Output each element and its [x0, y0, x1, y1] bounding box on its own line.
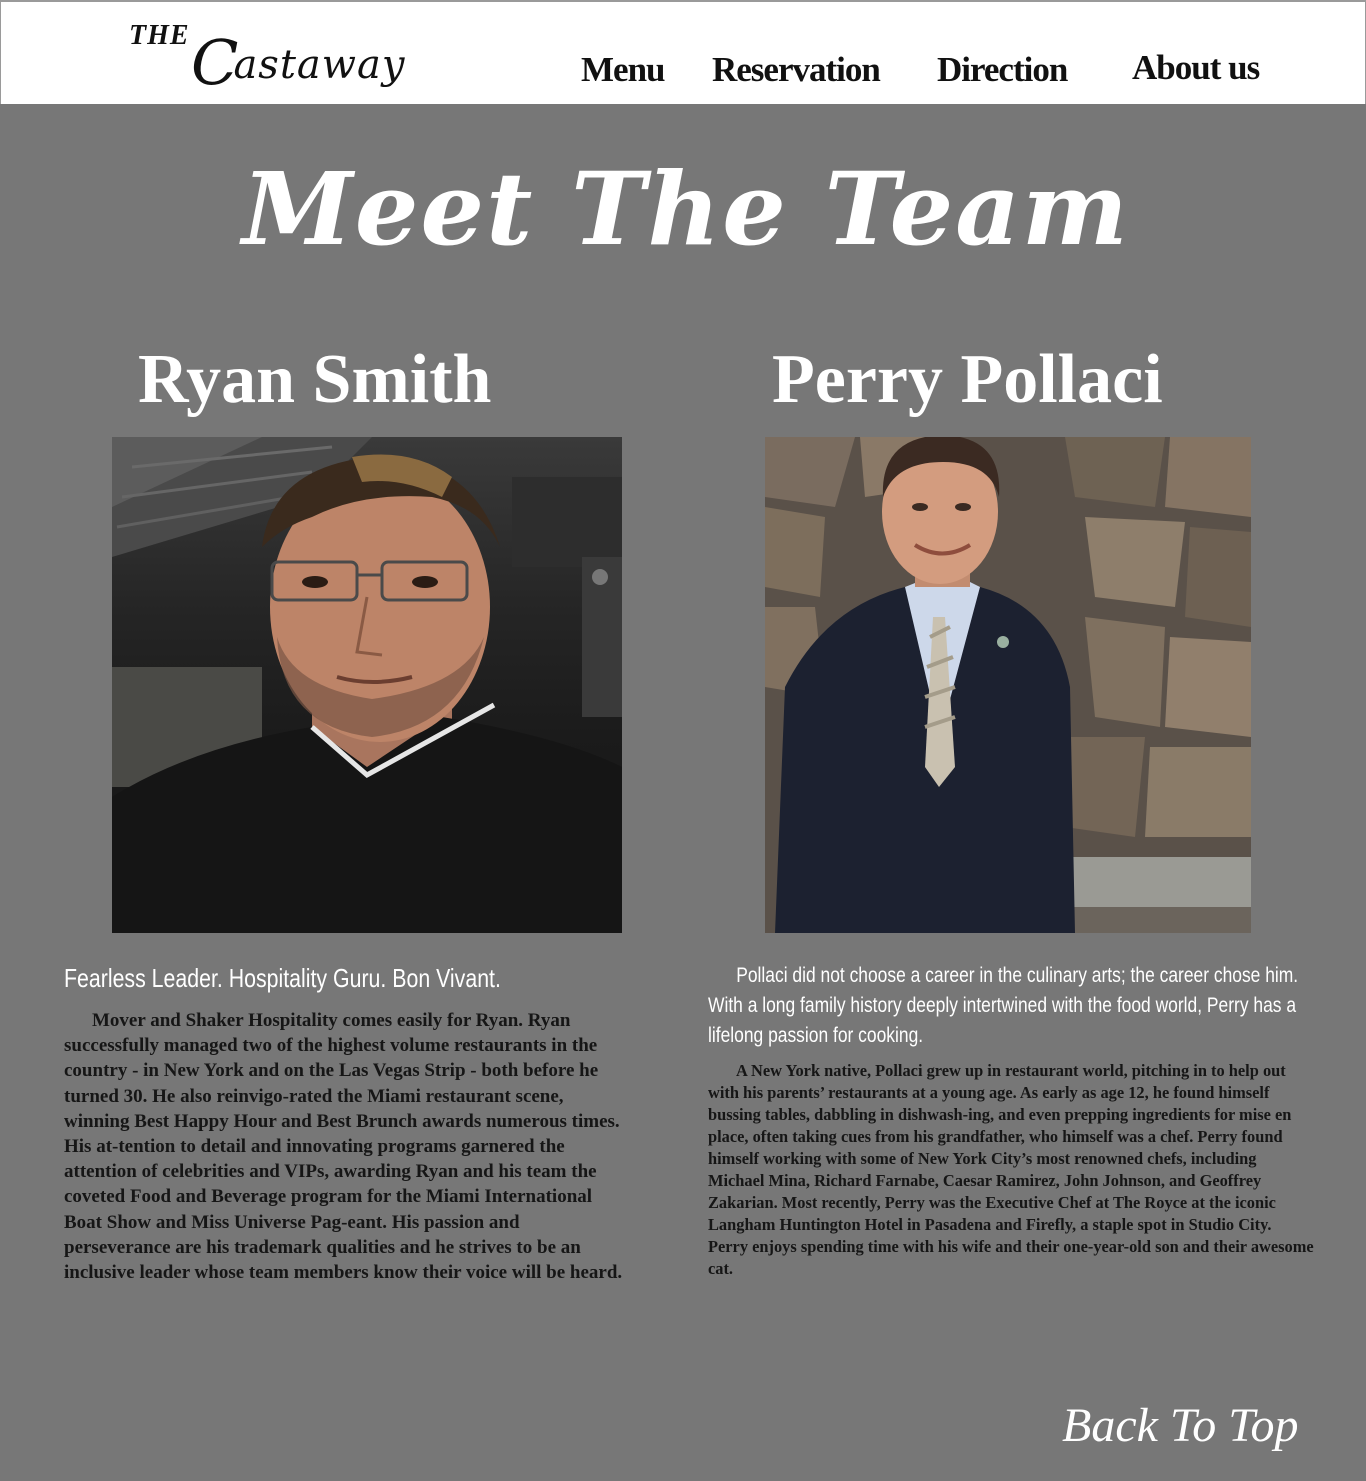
perry-pollaci-photo — [765, 437, 1251, 933]
perry-pollaci-tagline: Pollaci did not choose a career in the culinary arts; the career chose him. With a long family history deeply intertwined with the food world, Perry has a lifelong passion for cooking. — [708, 964, 1299, 1047]
site-header — [0, 0, 1366, 104]
logo-wordmark-rest: astaway — [233, 42, 406, 88]
page-title: Meet The Team — [242, 150, 1130, 268]
member-name-ryan-smith: Ryan Smith — [138, 341, 492, 418]
back-to-top-link[interactable]: Back To Top — [1062, 1399, 1299, 1452]
nav-reservation-link[interactable]: Reservation — [712, 50, 880, 89]
ryan-smith-photo — [112, 437, 622, 933]
castaway-logo[interactable] — [129, 16, 419, 104]
member-name-perry-pollaci: Perry Pollaci — [772, 341, 1163, 418]
nav-direction-link[interactable]: Direction — [937, 50, 1068, 89]
logo-wordmark — [191, 26, 406, 99]
logo-the-text: THE — [129, 20, 190, 51]
nav-about-us-link[interactable]: About us — [1132, 48, 1260, 87]
nav-menu-link[interactable]: Menu — [581, 50, 665, 89]
logo-initial: C — [191, 26, 240, 99]
ryan-smith-tagline: Fearless Leader. Hospitality Guru. Bon Vivant. — [64, 963, 501, 993]
perry-pollaci-bio: A New York native, Pollaci grew up in restaurant world, pitching in to help out with his parents’ restaurants at a young age. As early as age 12, he found himself bussing tables, dabbling in dishwash-ing, and even prepping ingredients for mise en place, often taking cues from his grandfather, who himself was a chef. Perry found himself working with some of New York City’s most renowned chefs, including Michael Mina, Richard Farnabe, Caesar Ramirez, John Johnson, and Geoffrey Zakarian. Most recently, Perry was the Executive Chef at The Royce at the iconic Langham Huntington Hotel in Pasadena and Firefly, a staple spot in Studio City. Perry enjoys spending time with his wife and their one-year-old son and their awesome cat. — [708, 1061, 1314, 1278]
ryan-smith-bio: Mover and Shaker Hospitality comes easily for Ryan. Ryan successfully managed two of the highest volume restaurants in the country - in New York and on the Las Vegas Strip - both before he turned 30. He also reinvigo-rated the Miami restaurant scene, winning Best Happy Hour and Best Brunch awards numerous times. His at-tention to detail and innovating programs garnered the attention of celebrities and VIPs, awarding Ryan and his team the coveted Food and Beverage program for the Miami International Boat Show and Miss Universe Pag-eant. His passion and perseverance are his trademark qualities and he strives to be an inclusive leader whose team members know their voice will be heard. — [64, 1010, 623, 1284]
